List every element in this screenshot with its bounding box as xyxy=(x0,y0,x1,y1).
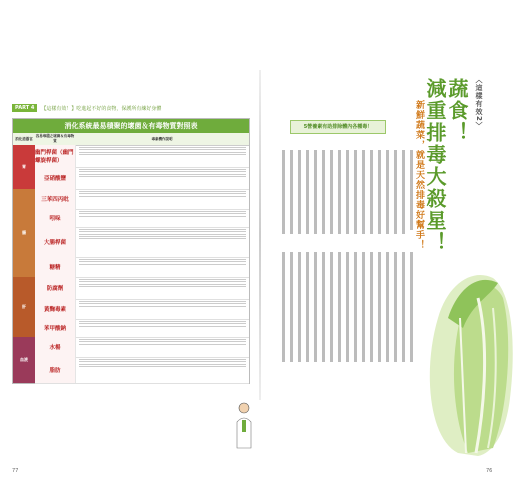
body-text xyxy=(402,252,406,492)
body-text xyxy=(330,252,334,492)
organ-stomach: 胃 xyxy=(13,145,35,189)
body-text xyxy=(338,252,342,492)
body-text xyxy=(322,252,326,492)
toxin-name: 吲哚 xyxy=(35,209,76,227)
table-title: 消化系統最易積聚的壞菌＆有毒物質對照表 xyxy=(13,119,249,133)
toxin-name: 幽門桿菌（幽門螺旋桿菌） xyxy=(35,145,76,167)
body-text xyxy=(306,252,310,492)
body-text xyxy=(378,252,382,492)
page-number: 76 xyxy=(486,468,493,474)
toxin-name: 防腐劑 xyxy=(35,277,76,299)
part-label: PART 4 xyxy=(12,104,37,112)
nutrient-box-heading: 5營養素有助排除體內各種毒！ xyxy=(290,120,386,134)
body-text xyxy=(290,252,294,492)
body-text xyxy=(282,252,286,492)
body-text xyxy=(386,252,390,492)
body-text xyxy=(314,252,318,492)
header-organ: 消化道器官 xyxy=(15,136,33,141)
subtitle: 新鮮蔬菜，就是天然排毒好幫手！ xyxy=(414,100,424,250)
organ-liver: 肝 xyxy=(13,277,35,337)
title-line-1: 蔬食！ xyxy=(445,78,469,144)
header-desc: 毒素機作說明 xyxy=(151,136,173,141)
body-text xyxy=(346,252,350,492)
body-text xyxy=(298,252,302,492)
header-toxin: 容易堆積之壞菌＆有毒物質 xyxy=(35,134,75,143)
title-line-2: 減重排毒大殺星！ xyxy=(423,78,447,254)
toxin-name: 水楊 xyxy=(35,337,76,357)
napa-cabbage-icon xyxy=(418,258,518,458)
part-title: 【這樣有效！】吃進起不好的食物，保護所有練好身體 xyxy=(41,105,162,112)
body-text xyxy=(410,252,414,492)
section-label: 〈這樣有效2〉 xyxy=(475,76,483,130)
toxin-name: 大腸桿菌 xyxy=(35,227,76,257)
toxin-name: 三苯四丙吡 xyxy=(35,189,76,209)
toxin-name: 苯甲酸鈉 xyxy=(35,319,76,337)
toxin-name: 脂肪 xyxy=(35,357,76,383)
body-text xyxy=(394,252,398,492)
body-text xyxy=(354,252,358,492)
toxin-name: 亞硝酸鹽 xyxy=(35,167,76,189)
organ-blood: 血液 xyxy=(13,337,35,383)
body-text xyxy=(370,252,374,492)
organ-intestine: 腸 xyxy=(13,189,35,277)
body-text xyxy=(362,252,366,492)
page-number: 77 xyxy=(12,468,19,474)
toxin-name: 糖精 xyxy=(35,257,76,277)
toxin-name: 黃麴毒素 xyxy=(35,299,76,319)
